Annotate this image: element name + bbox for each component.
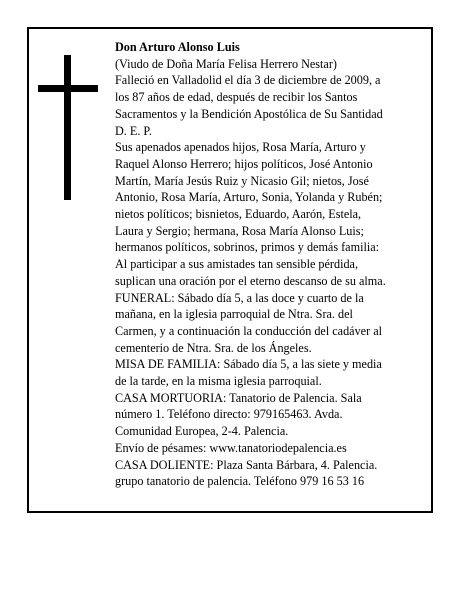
text-line: Carmen, y a continuación la conducción del cadáver al — [115, 323, 382, 338]
text-line: Al participar a sus amistades tan sensible pérdida, — [115, 257, 359, 272]
cross-horizontal-bar — [38, 85, 98, 92]
text-line: CASA DOLIENTE: Plaza Santa Bárbara, 4. Palencia. — [115, 457, 378, 472]
latin-cross-icon — [38, 55, 98, 200]
text-line: los 87 años de edad, después de recibir los Santos — [115, 90, 358, 105]
obituary-text — [115, 39, 427, 490]
text-line: D. E. P. — [115, 123, 152, 138]
text-line: hermanos políticos, sobrinos, primos y demás familia: — [115, 240, 380, 255]
text-line: número 1. Teléfono directo: 979165463. Avda. — [115, 407, 343, 422]
text-line: Martín, María Jesús Ruiz y Nicasio Gil; nietos, José — [115, 173, 369, 188]
text-line: (Viudo de Doña María Felisa Herrero Nestar) — [115, 56, 337, 71]
text-line: cementerio de Ntra. Sra. de los Ángeles. — [115, 340, 312, 355]
cross-vertical-bar — [64, 55, 71, 200]
text-line: Sacramentos y la Bendición Apostólica de Su Santidad — [115, 106, 383, 121]
text-line: Falleció en Valladolid el día 3 de diciembre de 2009, a — [115, 73, 381, 88]
obituary-frame — [27, 27, 433, 513]
text-line: Envío de pésames: www.tanatoriodepalencia.es — [115, 440, 347, 455]
text-line: nietos políticos; bisnietos, Eduardo, Aarón, Estela, — [115, 207, 362, 222]
text-line: de la tarde, en la misma iglesia parroquial. — [115, 374, 322, 389]
text-line: Sus apenados apenados hijos, Rosa María, Arturo y — [115, 140, 366, 155]
text-line: MISA DE FAMILIA: Sábado día 5, a las siete y media — [115, 357, 382, 372]
text-line: grupo tanatorio de palencia. Teléfono 979 16 53 16 — [115, 474, 365, 489]
text-line: Antonio, Rosa María, Arturo, Sonia, Yolanda y Rubén; — [115, 190, 383, 205]
text-line: suplican una oración por el eterno descanso de su alma. — [115, 273, 386, 288]
text-line: Laura y Sergio; hermana, Rosa María Alonso Luis; — [115, 223, 364, 238]
text-line: FUNERAL: Sábado día 5, a las doce y cuarto de la — [115, 290, 364, 305]
text-line: Raquel Alonso Herrero; hijos políticos, José Antonio — [115, 156, 373, 171]
text-line: Comunidad Europea, 2-4. Palencia. — [115, 424, 289, 439]
deceased-name: Don Arturo Alonso Luis — [115, 40, 240, 54]
text-line: CASA MORTUORIA: Tanatorio de Palencia. Sala — [115, 390, 362, 405]
text-line: mañana, en la iglesia parroquial de Ntra. Sra. del — [115, 307, 353, 322]
